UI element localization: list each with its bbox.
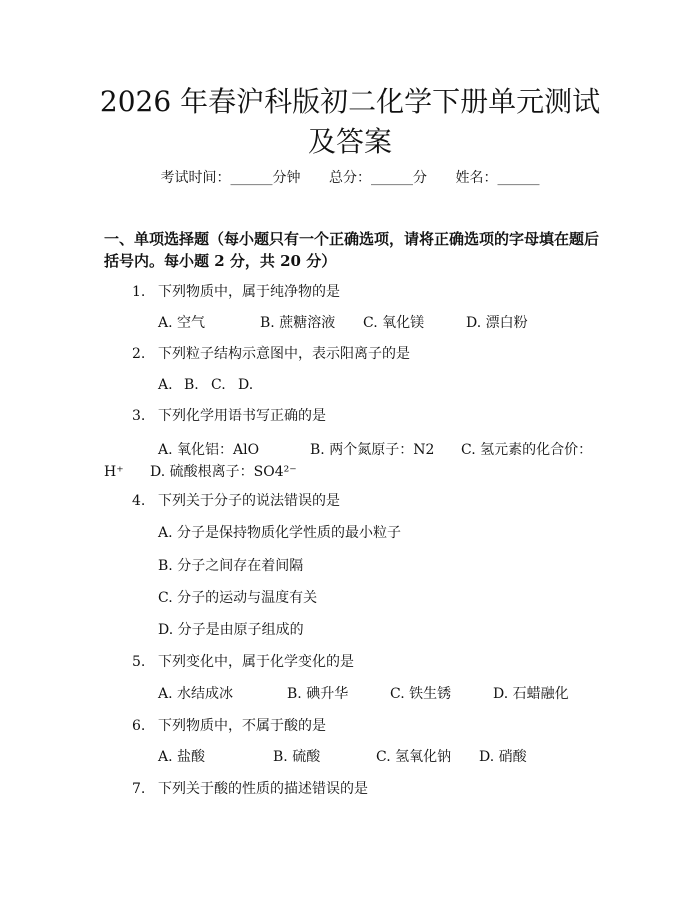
option-d: D. 分子是由原子组成的 [158, 622, 304, 638]
exam-time: 考试时间：______分钟 [160, 170, 301, 186]
option-b: B. 蔗糖溶液 [260, 315, 336, 331]
option-c: C. [211, 377, 226, 393]
question-number: 4. [132, 493, 146, 509]
question-1 [132, 282, 340, 302]
question-number: 5. [132, 654, 146, 670]
option-c: C. 铁生锈 [390, 686, 452, 702]
option-c: C. 氢氧化钠 [376, 749, 452, 765]
option-b: B. 两个氮原子：N2 [310, 442, 435, 458]
option-a: A. 盐酸 [158, 749, 206, 765]
question-number: 2. [132, 346, 146, 362]
question-text: 下列关于分子的说法错误的是 [158, 493, 340, 509]
question-6 [132, 716, 326, 736]
option-b: B. [184, 377, 199, 393]
option-c: C. 氧化镁 [363, 315, 425, 331]
question-text: 下列关于酸的性质的描述错误的是 [158, 781, 368, 797]
option-a: A. 空气 [158, 315, 206, 331]
exam-total-score: 总分：______分 [329, 170, 427, 186]
option-d: D. 硝酸 [479, 749, 527, 765]
option-c-continued: H⁺ [104, 464, 124, 480]
option-a: A. [158, 377, 173, 393]
question-text: 下列化学用语书写正确的是 [158, 408, 326, 424]
option-d: D. 石蜡融化 [493, 686, 569, 702]
option-b: B. 分子之间存在着间隔 [158, 558, 304, 574]
option-a: A. 分子是保持物质化学性质的最小粒子 [158, 525, 402, 541]
option-b: B. 硫酸 [273, 749, 321, 765]
page-title: 2026 年春沪科版初二化学下册单元测试及答案 [99, 85, 601, 158]
question-3 [132, 406, 326, 426]
question-5 [132, 652, 354, 672]
option-a: A. 氧化铝：AlO [158, 442, 260, 458]
question-number: 7. [132, 781, 146, 797]
question-4 [132, 491, 340, 511]
exam-name-field: 姓名：______ [455, 170, 540, 186]
option-c: C. 分子的运动与温度有关 [158, 590, 318, 606]
option-c: C. 氢元素的化合价： [461, 442, 593, 458]
option-d: D. [238, 377, 254, 393]
option-b: B. 碘升华 [287, 686, 349, 702]
exam-meta [0, 168, 700, 188]
question-text: 下列粒子结构示意图中，表示阳离子的是 [158, 346, 410, 362]
question-text: 下列物质中，属于纯净物的是 [158, 284, 340, 300]
question-number: 1. [132, 284, 146, 300]
option-a: A. 水结成冰 [158, 686, 234, 702]
option-d: D. 硫酸根离子：SO4²⁻ [150, 464, 297, 480]
option-d: D. 漂白粉 [466, 315, 528, 331]
question-7 [132, 779, 368, 799]
question-text: 下列变化中，属于化学变化的是 [158, 654, 354, 670]
section-heading: 一、单项选择题（每小题只有一个正确选项，请将正确选项的字母填在题后括号内。每小题 2 分，共 20 分） [104, 230, 600, 270]
question-number: 3. [132, 408, 146, 424]
question-text: 下列物质中，不属于酸的是 [158, 718, 326, 734]
question-number: 6. [132, 718, 146, 734]
question-2 [132, 344, 410, 364]
